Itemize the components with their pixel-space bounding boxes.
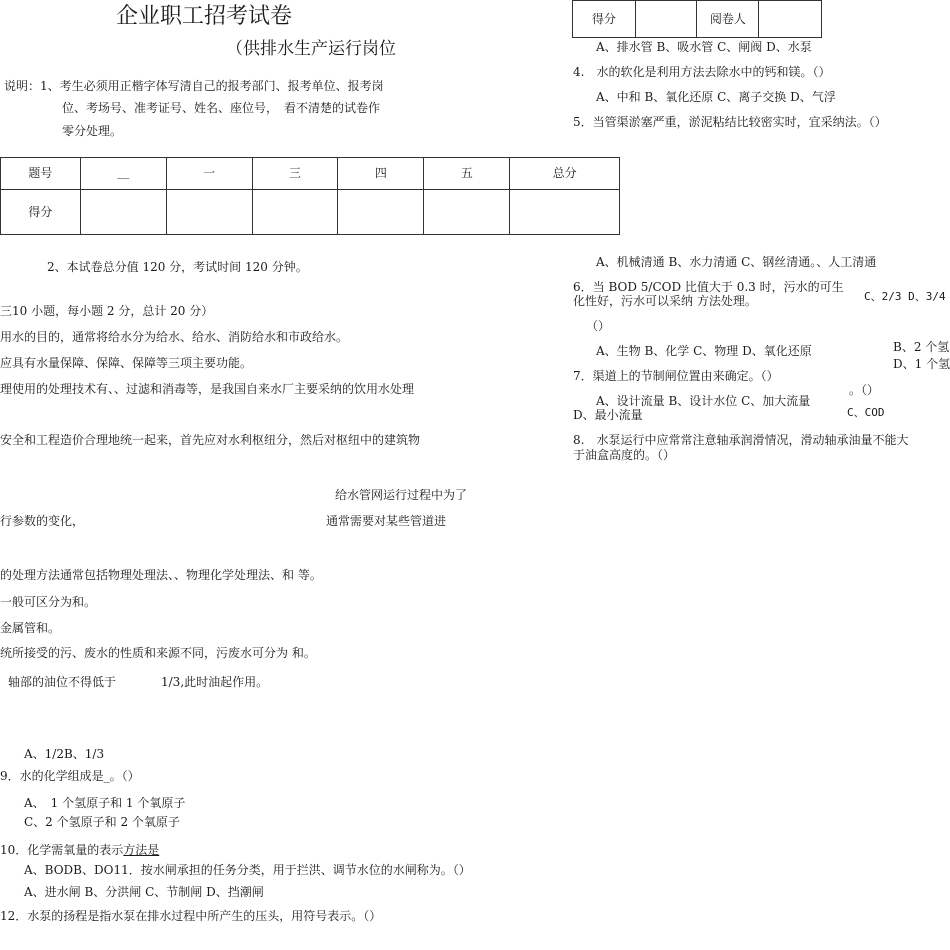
q3-options: A、排水管 B、吸水管 C、闸阀 D、水泵 [596,40,812,54]
pipe-line-left: 行参数的变化， [0,514,85,528]
fill-line-4: 安全和工程造价合理地统一起来，首先应对水利枢纽分，然后对枢纽中的建筑物 [0,433,421,447]
score-cell [338,190,424,235]
q7-options-line-2: D、最小流量 [573,408,643,422]
oil-line-a: 轴部的油位不得低于 [8,675,117,689]
page-subtitle: （供排水生产运行岗位 [226,39,396,59]
q10-q11-line: A、BODB、DO11．按水闸承担的任务分类，用于拦洪、调节水位的水闸称为。（） [24,863,471,877]
grader-score-label: 得分 [573,1,636,38]
instruction-line-2: 位、考场号、准考证号、姓名、座位号， 看不清楚的试卷作 [62,101,381,115]
side-options-cd: C、2/3 D、3/4 [864,290,946,303]
pipe-line-right: 给水管网运行过程中为了 [335,488,468,502]
instruction-line-3: 零分处理。 [62,124,123,138]
score-cell [424,190,510,235]
instruction-line-1: 说明：1、考生必须用正楷字体写清自己的报考部门、报考单位、报考岗 [4,79,384,93]
q12: 12．水泵的扬程是指水泵在排水过程中所产生的压头，用符号表示。（） [0,909,382,923]
q6-options: A、生物 B、化学 C、物理 D、氧化还原 [596,344,812,358]
page-title: 企业职工招考试卷 [116,4,293,29]
score-header-col-2: 一 [166,158,252,190]
q5-options: A、机械清通 B、水力清通 C、钢丝清通。、人工清通 [596,255,877,269]
side-option-d: D、1 个氢 [893,357,950,371]
q8-line-2: 于油盒高度的。（） [573,448,676,462]
score-cell [166,190,252,235]
q9-option-2: C、2 个氢原子和 2 个氧原子 [24,815,180,829]
score-header-label: 题号 [1,158,81,190]
fill-line-5: 的处理方法通常包括物理处理法、、物理化学处理法、和 等。 [0,568,322,582]
q11-options: A、进水闸 B、分洪闸 C、节制闸 D、挡潮闸 [24,885,264,899]
score-header-col-3: 三 [252,158,338,190]
q6-line-2: 化性好，污水可以采纳 方法处理。 [573,294,757,308]
q9: 9．水的化学组成是_。（） [0,769,140,783]
fill-line-3: 理使用的处理技术有、、过滤和消毒等，是我国自来水厂主要采纳的饮用水处理 [0,382,415,396]
fill-line-7: 金属管和。 [0,621,61,635]
fill-line-2: 应具有水量保障、保障、保障等三项主要功能。 [0,356,253,370]
q4: 4. 水的软化是利用方法去除水中的钙和镁。（） [573,65,831,79]
grader-name-label: 阅卷人 [697,1,759,38]
note-2: 2、本试卷总分值 120 分，考试时间 120 分钟。 [47,260,308,274]
score-cell [252,190,338,235]
grader-score-cell [635,1,697,38]
grader-name-cell [759,1,822,38]
fill-line-6: 一般可区分为和。 [0,595,97,609]
fill-line-1: 用水的目的，通常将给水分为给水、给水、消防给水和市政给水。 [0,330,349,344]
fill-line-8: 统所接受的污、废水的性质和来源不同，污废水可分为 和。 [0,646,316,660]
score-header-col-5: 五 [424,158,510,190]
q10-underlined: 方法是 [123,843,160,857]
q8-options: A、1/2B、1/3 [24,747,105,761]
q6-line-1: 6．当 BOD 5/COD 比值大于 0.3 时，污水的可生 [573,280,844,294]
q10-prefix: 10．化学需氧量的表示 [0,843,124,857]
score-row-label: 得分 [1,190,81,235]
score-cell [80,190,166,235]
q7: 7．渠道上的节制闸位置由来确定。（） [573,369,779,383]
q9-option-1: A、 1 个氢原子和 1 个氧原子 [24,796,186,810]
q10 [0,842,159,858]
side-option-b: B、2 个氢 [893,340,950,354]
q8-line-1: 8. 水泵运行中应常常注意轴承润滑情况，滑动轴承油量不能大 [573,433,909,447]
score-header-col-1: ＿ [80,158,166,190]
side-option-cod: C、COD [847,406,885,419]
score-header-total: 总分 [510,158,620,190]
pipe-line-mid: 通常需要对某些管道进 [326,514,447,528]
score-table [0,157,620,235]
oil-line-b: 1/3,此时油起作用。 [161,675,269,689]
q7-paren: 。（） [849,383,880,397]
score-cell [510,190,620,235]
q5: 5．当管渠淤塞严重，淤泥粘结比较密实时，宜采纳法。（） [573,115,887,129]
q4-options: A、中和 B、氧化还原 C、离子交换 D、气浮 [596,90,836,104]
grader-table [572,0,822,38]
q7-options-line-1: A、设计流量 B、设计水位 C、加大流量 [596,394,811,408]
q6-paren: （） [586,319,611,333]
score-header-col-4: 四 [338,158,424,190]
section-heading: 三10 小题，每小题 2 分，总计 20 分） [0,304,214,318]
